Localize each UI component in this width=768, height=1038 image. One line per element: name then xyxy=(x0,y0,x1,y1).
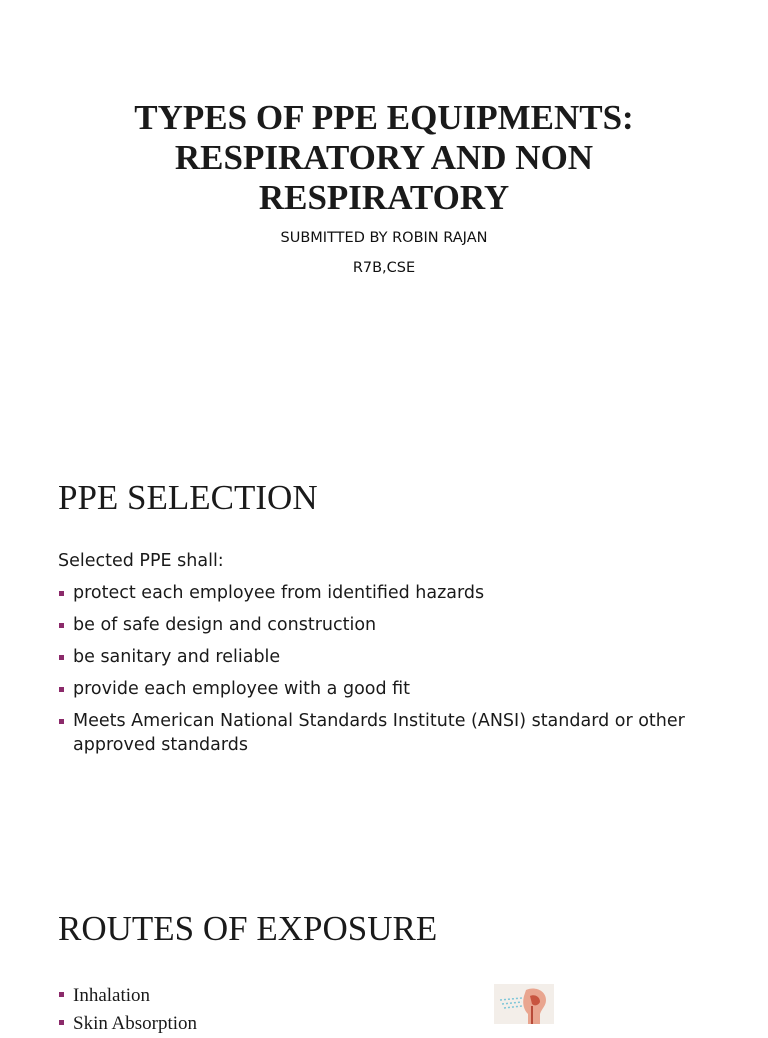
title-line: TYPES OF PPE EQUIPMENTS: xyxy=(134,98,634,137)
list-item: Inhalation xyxy=(58,982,468,1010)
list-item: be sanitary and reliable xyxy=(58,645,716,669)
list-item: provide each employee with a good fit xyxy=(58,677,716,701)
list-item: Meets American National Standards Institute (ANSI) standard or other approved standards xyxy=(58,709,716,757)
bullet-list xyxy=(58,581,716,765)
intro-text: Selected PPE shall: xyxy=(58,551,224,571)
respiratory-anatomy-illustration xyxy=(494,984,554,1024)
title-line: RESPIRATORY AND NON xyxy=(174,138,594,177)
bullet-list xyxy=(58,982,468,1038)
list-item: protect each employee from identified hazards xyxy=(58,581,716,605)
list-item: Skin Absorption xyxy=(58,1010,468,1038)
routes-of-exposure-slide xyxy=(0,868,768,1034)
title-slide xyxy=(0,0,768,434)
slide-heading: ROUTES OF EXPOSURE xyxy=(58,909,438,948)
presentation-title xyxy=(60,98,708,218)
subtitle-class: R7B,CSE xyxy=(352,260,416,276)
slide-heading: PPE SELECTION xyxy=(58,478,318,517)
list-item: be of safe design and construction xyxy=(58,613,716,637)
ppe-selection-slide xyxy=(0,434,768,868)
subtitle-author: SUBMITTED BY ROBIN RAJAN xyxy=(280,230,488,246)
title-line: RESPIRATORY xyxy=(258,178,510,217)
